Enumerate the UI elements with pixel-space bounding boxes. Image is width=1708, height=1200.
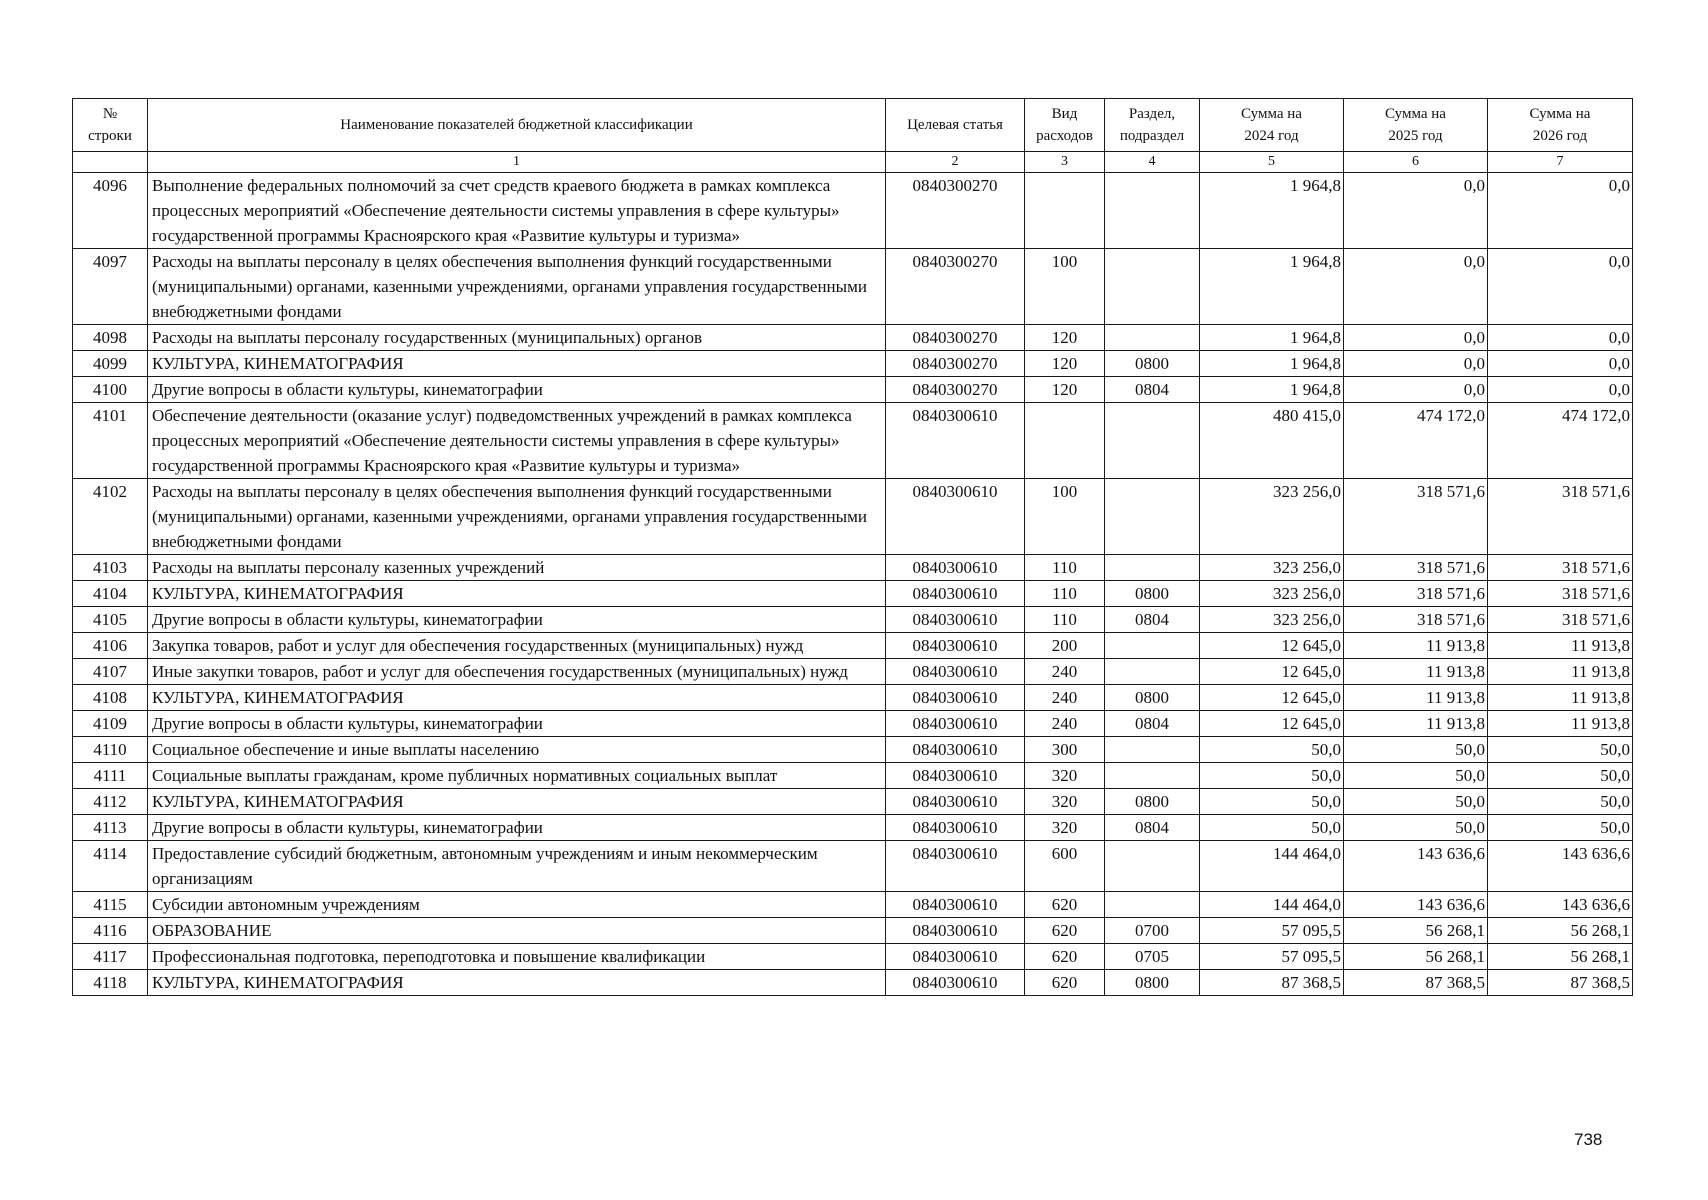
row-expense-type: 110: [1025, 607, 1105, 633]
row-sum-2026: 50,0: [1488, 815, 1633, 841]
row-number: 4105: [73, 607, 148, 633]
row-sum-2025: 56 268,1: [1344, 918, 1488, 944]
row-sum-2025: 474 172,0: [1344, 403, 1488, 479]
row-target-code: 0840300610: [886, 633, 1025, 659]
row-sum-2024: 323 256,0: [1200, 581, 1344, 607]
row-sum-2026: 318 571,6: [1488, 479, 1633, 555]
row-sum-2024: 1 964,8: [1200, 325, 1344, 351]
row-sum-2024: 50,0: [1200, 737, 1344, 763]
row-sum-2024: 12 645,0: [1200, 659, 1344, 685]
row-target-code: 0840300270: [886, 351, 1025, 377]
row-name: Обеспечение деятельности (оказание услуг) подведомственных учреждений в рамках комплекса процессных мероприятий «Обеспечение деятельности системы управления в сфере культуры» государственной программы Красноярского края «Развитие культуры и туризма»: [148, 403, 886, 479]
table-row: [73, 173, 1633, 249]
row-target-code: 0840300610: [886, 659, 1025, 685]
row-section: 0804: [1105, 377, 1200, 403]
row-name: Другие вопросы в области культуры, кинематографии: [148, 377, 886, 403]
row-number: 4102: [73, 479, 148, 555]
row-sum-2026: 11 913,8: [1488, 711, 1633, 737]
table-row: [73, 944, 1633, 970]
row-target-code: 0840300610: [886, 970, 1025, 996]
row-sum-2026: 318 571,6: [1488, 607, 1633, 633]
row-section: [1105, 479, 1200, 555]
row-section: [1105, 173, 1200, 249]
row-sum-2024: 323 256,0: [1200, 555, 1344, 581]
row-number: 4112: [73, 789, 148, 815]
row-name: Другие вопросы в области культуры, кинематографии: [148, 711, 886, 737]
row-sum-2024: 50,0: [1200, 815, 1344, 841]
row-expense-type: 320: [1025, 763, 1105, 789]
row-name: Социальное обеспечение и иные выплаты населению: [148, 737, 886, 763]
row-section: 0800: [1105, 581, 1200, 607]
row-target-code: 0840300610: [886, 555, 1025, 581]
row-sum-2025: 11 913,8: [1344, 633, 1488, 659]
table-row: [73, 841, 1633, 892]
row-sum-2024: 12 645,0: [1200, 711, 1344, 737]
row-target-code: 0840300610: [886, 685, 1025, 711]
row-target-code: 0840300610: [886, 403, 1025, 479]
row-target-code: 0840300270: [886, 173, 1025, 249]
row-sum-2026: 0,0: [1488, 325, 1633, 351]
row-sum-2026: 56 268,1: [1488, 918, 1633, 944]
row-number: 4118: [73, 970, 148, 996]
row-sum-2024: 57 095,5: [1200, 918, 1344, 944]
row-sum-2024: 1 964,8: [1200, 351, 1344, 377]
row-expense-type: 110: [1025, 555, 1105, 581]
page-number: 738: [1574, 1130, 1603, 1149]
row-sum-2024: 323 256,0: [1200, 479, 1344, 555]
header-row-no: № строки: [73, 99, 148, 152]
col-number: 6: [1344, 152, 1488, 173]
row-target-code: 0840300610: [886, 892, 1025, 918]
table-row: [73, 918, 1633, 944]
row-expense-type: 320: [1025, 815, 1105, 841]
row-number: 4098: [73, 325, 148, 351]
row-sum-2025: 11 913,8: [1344, 685, 1488, 711]
row-section: 0804: [1105, 711, 1200, 737]
row-number: 4109: [73, 711, 148, 737]
table-row: [73, 403, 1633, 479]
row-expense-type: 100: [1025, 249, 1105, 325]
row-section: 0800: [1105, 789, 1200, 815]
row-name: КУЛЬТУРА, КИНЕМАТОГРАФИЯ: [148, 351, 886, 377]
col-number: 1: [148, 152, 886, 173]
row-target-code: 0840300610: [886, 918, 1025, 944]
row-number: 4104: [73, 581, 148, 607]
row-sum-2024: 144 464,0: [1200, 841, 1344, 892]
row-name: Иные закупки товаров, работ и услуг для обеспечения государственных (муниципальных) нужд: [148, 659, 886, 685]
row-expense-type: 600: [1025, 841, 1105, 892]
table-row: [73, 633, 1633, 659]
row-name: Социальные выплаты гражданам, кроме публичных нормативных социальных выплат: [148, 763, 886, 789]
row-number: 4106: [73, 633, 148, 659]
header-row: [73, 99, 1633, 152]
col-number: 4: [1105, 152, 1200, 173]
row-sum-2025: 0,0: [1344, 249, 1488, 325]
row-name: КУЛЬТУРА, КИНЕМАТОГРАФИЯ: [148, 685, 886, 711]
row-section: [1105, 763, 1200, 789]
table-row: [73, 789, 1633, 815]
row-number: 4114: [73, 841, 148, 892]
row-sum-2025: 50,0: [1344, 789, 1488, 815]
row-sum-2025: 318 571,6: [1344, 555, 1488, 581]
table-row: [73, 555, 1633, 581]
row-sum-2025: 318 571,6: [1344, 581, 1488, 607]
row-section: 0800: [1105, 685, 1200, 711]
row-section: 0800: [1105, 351, 1200, 377]
row-sum-2026: 11 913,8: [1488, 633, 1633, 659]
row-sum-2025: 318 571,6: [1344, 607, 1488, 633]
table-row: [73, 607, 1633, 633]
row-target-code: 0840300610: [886, 607, 1025, 633]
table-row: [73, 815, 1633, 841]
row-name: КУЛЬТУРА, КИНЕМАТОГРАФИЯ: [148, 970, 886, 996]
row-target-code: 0840300270: [886, 249, 1025, 325]
row-target-code: 0840300610: [886, 944, 1025, 970]
row-section: 0804: [1105, 815, 1200, 841]
header-name: Наименование показателей бюджетной классификации: [148, 99, 886, 152]
row-sum-2024: 87 368,5: [1200, 970, 1344, 996]
table-row: [73, 685, 1633, 711]
row-section: [1105, 841, 1200, 892]
row-sum-2026: 11 913,8: [1488, 685, 1633, 711]
row-target-code: 0840300610: [886, 479, 1025, 555]
row-target-code: 0840300610: [886, 789, 1025, 815]
row-name: Закупка товаров, работ и услуг для обеспечения государственных (муниципальных) нужд: [148, 633, 886, 659]
row-number: 4108: [73, 685, 148, 711]
row-name: ОБРАЗОВАНИЕ: [148, 918, 886, 944]
table-row: [73, 581, 1633, 607]
row-section: [1105, 249, 1200, 325]
row-section: [1105, 633, 1200, 659]
row-target-code: 0840300610: [886, 711, 1025, 737]
row-sum-2026: 50,0: [1488, 789, 1633, 815]
row-name: КУЛЬТУРА, КИНЕМАТОГРАФИЯ: [148, 581, 886, 607]
row-target-code: 0840300610: [886, 763, 1025, 789]
row-expense-type: 300: [1025, 737, 1105, 763]
row-sum-2024: 144 464,0: [1200, 892, 1344, 918]
row-number: 4115: [73, 892, 148, 918]
row-sum-2024: 57 095,5: [1200, 944, 1344, 970]
row-sum-2026: 318 571,6: [1488, 581, 1633, 607]
row-expense-type: 120: [1025, 351, 1105, 377]
row-sum-2026: 474 172,0: [1488, 403, 1633, 479]
table-row: [73, 737, 1633, 763]
row-sum-2025: 56 268,1: [1344, 944, 1488, 970]
budget-table: [72, 98, 1633, 996]
row-expense-type: 240: [1025, 659, 1105, 685]
row-section: 0800: [1105, 970, 1200, 996]
row-expense-type: [1025, 173, 1105, 249]
row-sum-2024: 1 964,8: [1200, 173, 1344, 249]
row-number: 4111: [73, 763, 148, 789]
row-sum-2025: 50,0: [1344, 737, 1488, 763]
row-name: Расходы на выплаты персоналу в целях обеспечения выполнения функций государственными (муниципальными) органами, казенными учреждениями, органами управления государственными внебюджетными фондами: [148, 479, 886, 555]
row-target-code: 0840300610: [886, 737, 1025, 763]
row-sum-2025: 0,0: [1344, 325, 1488, 351]
row-sum-2026: 143 636,6: [1488, 892, 1633, 918]
row-sum-2026: 87 368,5: [1488, 970, 1633, 996]
row-sum-2024: 50,0: [1200, 763, 1344, 789]
row-number: 4099: [73, 351, 148, 377]
row-section: 0705: [1105, 944, 1200, 970]
row-target-code: 0840300270: [886, 325, 1025, 351]
row-expense-type: 320: [1025, 789, 1105, 815]
row-name: Выполнение федеральных полномочий за счет средств краевого бюджета в рамках комплекса процессных мероприятий «Обеспечение деятельности системы управления в сфере культуры» государственной программы Красноярского края «Развитие культуры и туризма»: [148, 173, 886, 249]
row-sum-2026: 0,0: [1488, 173, 1633, 249]
row-section: [1105, 555, 1200, 581]
row-sum-2025: 0,0: [1344, 173, 1488, 249]
row-expense-type: 240: [1025, 685, 1105, 711]
row-number: 4097: [73, 249, 148, 325]
row-section: [1105, 659, 1200, 685]
row-expense-type: 620: [1025, 970, 1105, 996]
row-number: 4096: [73, 173, 148, 249]
row-name: Профессиональная подготовка, переподготовка и повышение квалификации: [148, 944, 886, 970]
header-sum-2024: Сумма на 2024 год: [1200, 99, 1344, 152]
row-section: [1105, 325, 1200, 351]
row-number: 4113: [73, 815, 148, 841]
row-number: 4103: [73, 555, 148, 581]
row-expense-type: 110: [1025, 581, 1105, 607]
row-number: 4110: [73, 737, 148, 763]
table-row: [73, 479, 1633, 555]
row-expense-type: 620: [1025, 892, 1105, 918]
row-sum-2025: 50,0: [1344, 763, 1488, 789]
row-sum-2025: 11 913,8: [1344, 659, 1488, 685]
row-sum-2025: 50,0: [1344, 815, 1488, 841]
row-sum-2024: 1 964,8: [1200, 249, 1344, 325]
row-sum-2026: 11 913,8: [1488, 659, 1633, 685]
row-target-code: 0840300610: [886, 815, 1025, 841]
row-expense-type: 100: [1025, 479, 1105, 555]
row-number: 4116: [73, 918, 148, 944]
row-sum-2025: 318 571,6: [1344, 479, 1488, 555]
row-sum-2025: 0,0: [1344, 351, 1488, 377]
row-number: 4107: [73, 659, 148, 685]
col-number: 3: [1025, 152, 1105, 173]
row-section: 0804: [1105, 607, 1200, 633]
row-expense-type: 620: [1025, 944, 1105, 970]
row-name: Субсидии автономным учреждениям: [148, 892, 886, 918]
column-number-row: [73, 152, 1633, 173]
row-name: Расходы на выплаты персоналу в целях обеспечения выполнения функций государственными (муниципальными) органами, казенными учреждениями, органами управления государственными внебюджетными фондами: [148, 249, 886, 325]
row-sum-2026: 50,0: [1488, 737, 1633, 763]
table-row: [73, 892, 1633, 918]
row-target-code: 0840300270: [886, 377, 1025, 403]
row-sum-2025: 87 368,5: [1344, 970, 1488, 996]
row-sum-2024: 323 256,0: [1200, 607, 1344, 633]
row-sum-2026: 143 636,6: [1488, 841, 1633, 892]
row-sum-2025: 11 913,8: [1344, 711, 1488, 737]
row-sum-2024: 1 964,8: [1200, 377, 1344, 403]
col-number: 5: [1200, 152, 1344, 173]
table-row: [73, 325, 1633, 351]
budget-table-sheet: [72, 98, 1632, 996]
header-sum-2026: Сумма на 2026 год: [1488, 99, 1633, 152]
table-row: [73, 351, 1633, 377]
col-number: 7: [1488, 152, 1633, 173]
col-number: 2: [886, 152, 1025, 173]
row-sum-2026: 0,0: [1488, 249, 1633, 325]
row-name: КУЛЬТУРА, КИНЕМАТОГРАФИЯ: [148, 789, 886, 815]
row-sum-2026: 0,0: [1488, 377, 1633, 403]
table-row: [73, 970, 1633, 996]
row-sum-2024: 12 645,0: [1200, 685, 1344, 711]
row-section: 0700: [1105, 918, 1200, 944]
row-name: Расходы на выплаты персоналу государственных (муниципальных) органов: [148, 325, 886, 351]
row-expense-type: 620: [1025, 918, 1105, 944]
header-sum-2025: Сумма на 2025 год: [1344, 99, 1488, 152]
row-sum-2026: 0,0: [1488, 351, 1633, 377]
row-sum-2026: 318 571,6: [1488, 555, 1633, 581]
header-type: Вид расходов: [1025, 99, 1105, 152]
row-target-code: 0840300610: [886, 841, 1025, 892]
row-sum-2024: 12 645,0: [1200, 633, 1344, 659]
table-row: [73, 763, 1633, 789]
row-expense-type: 240: [1025, 711, 1105, 737]
row-sum-2026: 56 268,1: [1488, 944, 1633, 970]
row-name: Расходы на выплаты персоналу казенных учреждений: [148, 555, 886, 581]
row-sum-2025: 143 636,6: [1344, 841, 1488, 892]
row-number: 4100: [73, 377, 148, 403]
header-section: Раздел, подраздел: [1105, 99, 1200, 152]
row-section: [1105, 403, 1200, 479]
row-number: 4101: [73, 403, 148, 479]
table-row: [73, 249, 1633, 325]
row-name: Другие вопросы в области культуры, кинематографии: [148, 815, 886, 841]
header-target: Целевая статья: [886, 99, 1025, 152]
row-section: [1105, 737, 1200, 763]
row-expense-type: 120: [1025, 325, 1105, 351]
row-section: [1105, 892, 1200, 918]
row-sum-2024: 50,0: [1200, 789, 1344, 815]
table-row: [73, 659, 1633, 685]
row-name: Другие вопросы в области культуры, кинематографии: [148, 607, 886, 633]
row-expense-type: 200: [1025, 633, 1105, 659]
row-sum-2025: 0,0: [1344, 377, 1488, 403]
row-sum-2026: 50,0: [1488, 763, 1633, 789]
row-number: 4117: [73, 944, 148, 970]
table-row: [73, 377, 1633, 403]
row-sum-2025: 143 636,6: [1344, 892, 1488, 918]
row-expense-type: 120: [1025, 377, 1105, 403]
row-name: Предоставление субсидий бюджетным, автономным учреждениям и иным некоммерческим организациям: [148, 841, 886, 892]
table-row: [73, 711, 1633, 737]
col-number: [73, 152, 148, 173]
row-target-code: 0840300610: [886, 581, 1025, 607]
row-expense-type: [1025, 403, 1105, 479]
row-sum-2024: 480 415,0: [1200, 403, 1344, 479]
